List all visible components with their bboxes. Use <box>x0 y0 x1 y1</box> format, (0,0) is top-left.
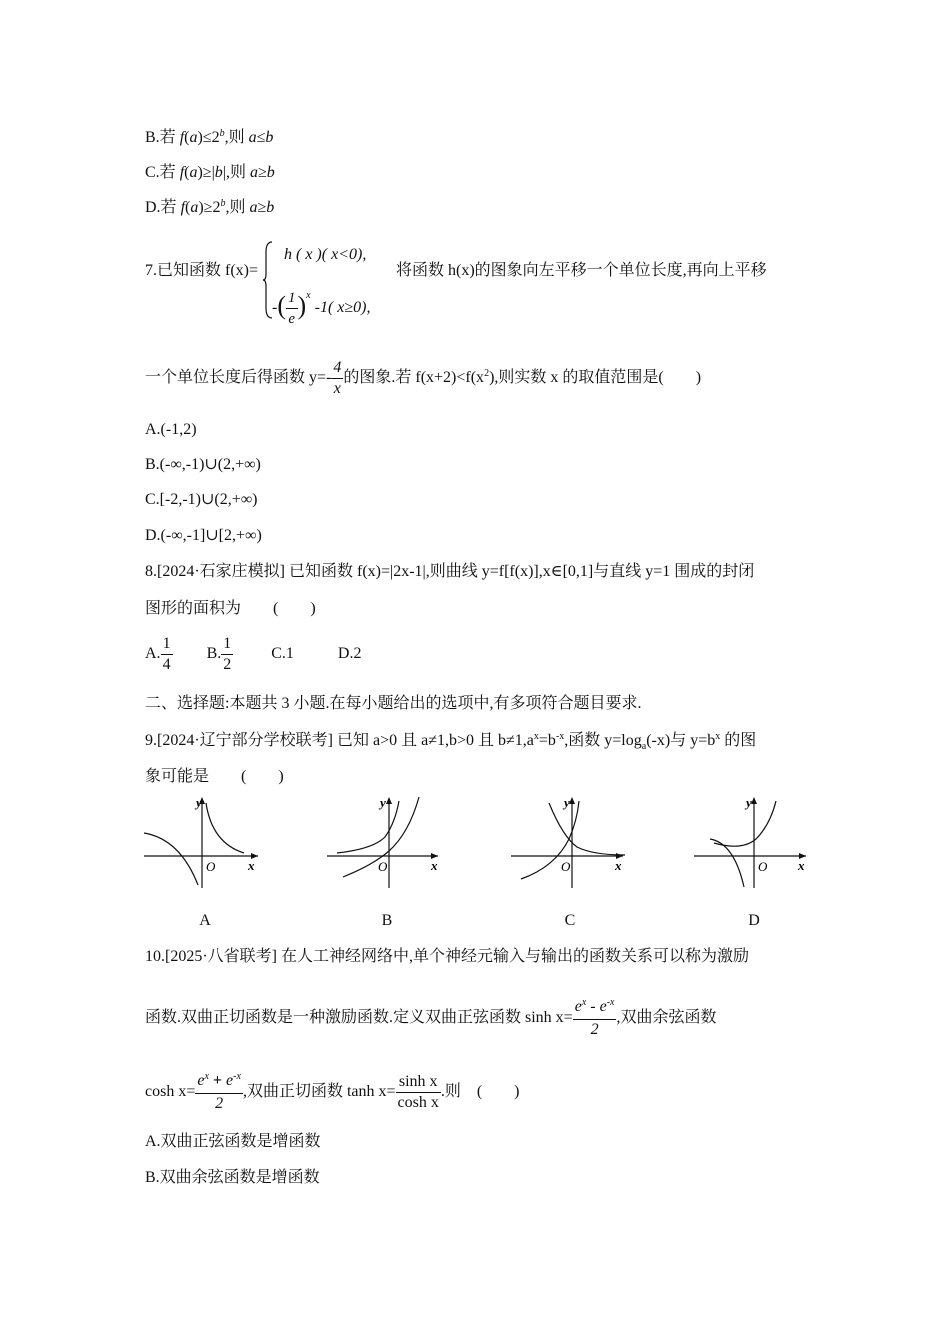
q8-option-c: C.1 <box>271 645 294 663</box>
q8-option-a: A. $\frac{1}{4}$ <box>145 635 171 673</box>
svg-text:x: x <box>431 858 438 873</box>
q7-lead: 7.已知函数 f(x)= <box>145 262 259 279</box>
q9-graph-a <box>140 793 270 893</box>
svg-text:y: y <box>746 795 752 810</box>
q9-graph-c-label: C <box>564 912 576 929</box>
q10-line-3: cosh x= $\frac{e^x + e^{-x}}{2}$ ,双曲正切函数 tanh x= $\frac{\text{sinh x}}{\text{cosh x}}$ .则 ( ) <box>145 1070 520 1112</box>
q6-option-d: D.若 $f(a)\ge 2^b$,则 a≥b <box>145 198 275 216</box>
q7-option-b: B.(-∞,-1)∪(2,+∞) <box>145 456 261 473</box>
q9-graph-c <box>507 793 637 893</box>
q8-line-1: 8.[2024·石家庄模拟] 已知函数 f(x)=|2x-1|,则曲线 y=f[f(x)],x∈[0,1]与直线 y=1 围成的封闭 <box>145 563 755 580</box>
q9-graph-b-label: B <box>381 912 393 929</box>
q9-graph-d <box>690 793 820 893</box>
q7-case-2: -( $\frac{1}{e}$ )$^x$-1( x≥0), <box>272 290 371 327</box>
svg-text:x: x <box>248 858 255 873</box>
q7-after-text: 将函数 h(x)的图象向左平移一个单位长度,再向上平移 <box>396 262 767 279</box>
svg-text:x: x <box>798 858 805 873</box>
q7-case-1: h ( x )( x<0), <box>284 246 367 263</box>
q8-option-d: D.2 <box>337 645 362 663</box>
q6-option-c: C.若 f(a)≥|b|,则 a≥b <box>145 164 275 181</box>
q8-option-b: B. $\frac{1}{2}$ <box>206 635 232 673</box>
svg-text:y: y <box>196 795 202 810</box>
svg-text:y: y <box>380 795 386 810</box>
q7-option-c: C.[-2,-1)∪(2,+∞) <box>145 491 258 508</box>
q7-option-d: D.(-∞,-1]∪[2,+∞) <box>145 527 262 544</box>
q10-option-a: A.双曲正弦函数是增函数 <box>145 1133 321 1150</box>
q10-option-b: B.双曲余弦函数是增函数 <box>145 1169 320 1186</box>
q9-line-1: 9.[2024·辽宁部分学校联考] 已知 a>0 且 a≠1,b>0 且 $b\ne 1,a^x=b^{-x}$,函数 $y=\log_a(-x)$与 $y=b^x$ 的图 <box>145 731 757 752</box>
svg-text:y: y <box>564 795 570 810</box>
q9-line-2: 象可能是 ( ) <box>145 768 284 785</box>
q7-option-a: A.(-1,2) <box>145 421 197 438</box>
q9-graph-a-label: A <box>199 912 211 929</box>
q8-line-2: 图形的面积为 ( ) <box>145 600 316 617</box>
q6-option-b: B.若 $f(a)\le 2^b$,则 a≤b <box>145 128 274 146</box>
q9-graph-b <box>323 793 453 893</box>
q10-line-1: 10.[2025·八省联考] 在人工神经网络中,单个神经元输入与输出的函数关系可以称为激励 <box>145 948 749 965</box>
svg-text:x: x <box>615 858 622 873</box>
q10-line-2: 函数.双曲正切函数是一种激励函数.定义双曲正弦函数 sinh x= $\frac{e^x - e^{-x}}{2}$ ,双曲余弦函数 <box>145 996 717 1038</box>
svg-text:O: O <box>378 859 388 874</box>
q7-line-2: 一个单位长度后得函数 y=- $\frac{4}{x}$ 的图象.若 $f(x+2)<f(x^2)$,则实数 x 的取值范围是( ) <box>145 359 702 397</box>
section-2-heading: 二、选择题:本题共 3 小题.在每小题给出的选项中,有多项符合题目要求. <box>145 695 642 712</box>
svg-text:O: O <box>206 859 216 874</box>
svg-text:O: O <box>758 859 768 874</box>
svg-text:O: O <box>561 859 571 874</box>
q8-options <box>145 634 361 675</box>
q9-graph-d-label: D <box>748 912 760 929</box>
